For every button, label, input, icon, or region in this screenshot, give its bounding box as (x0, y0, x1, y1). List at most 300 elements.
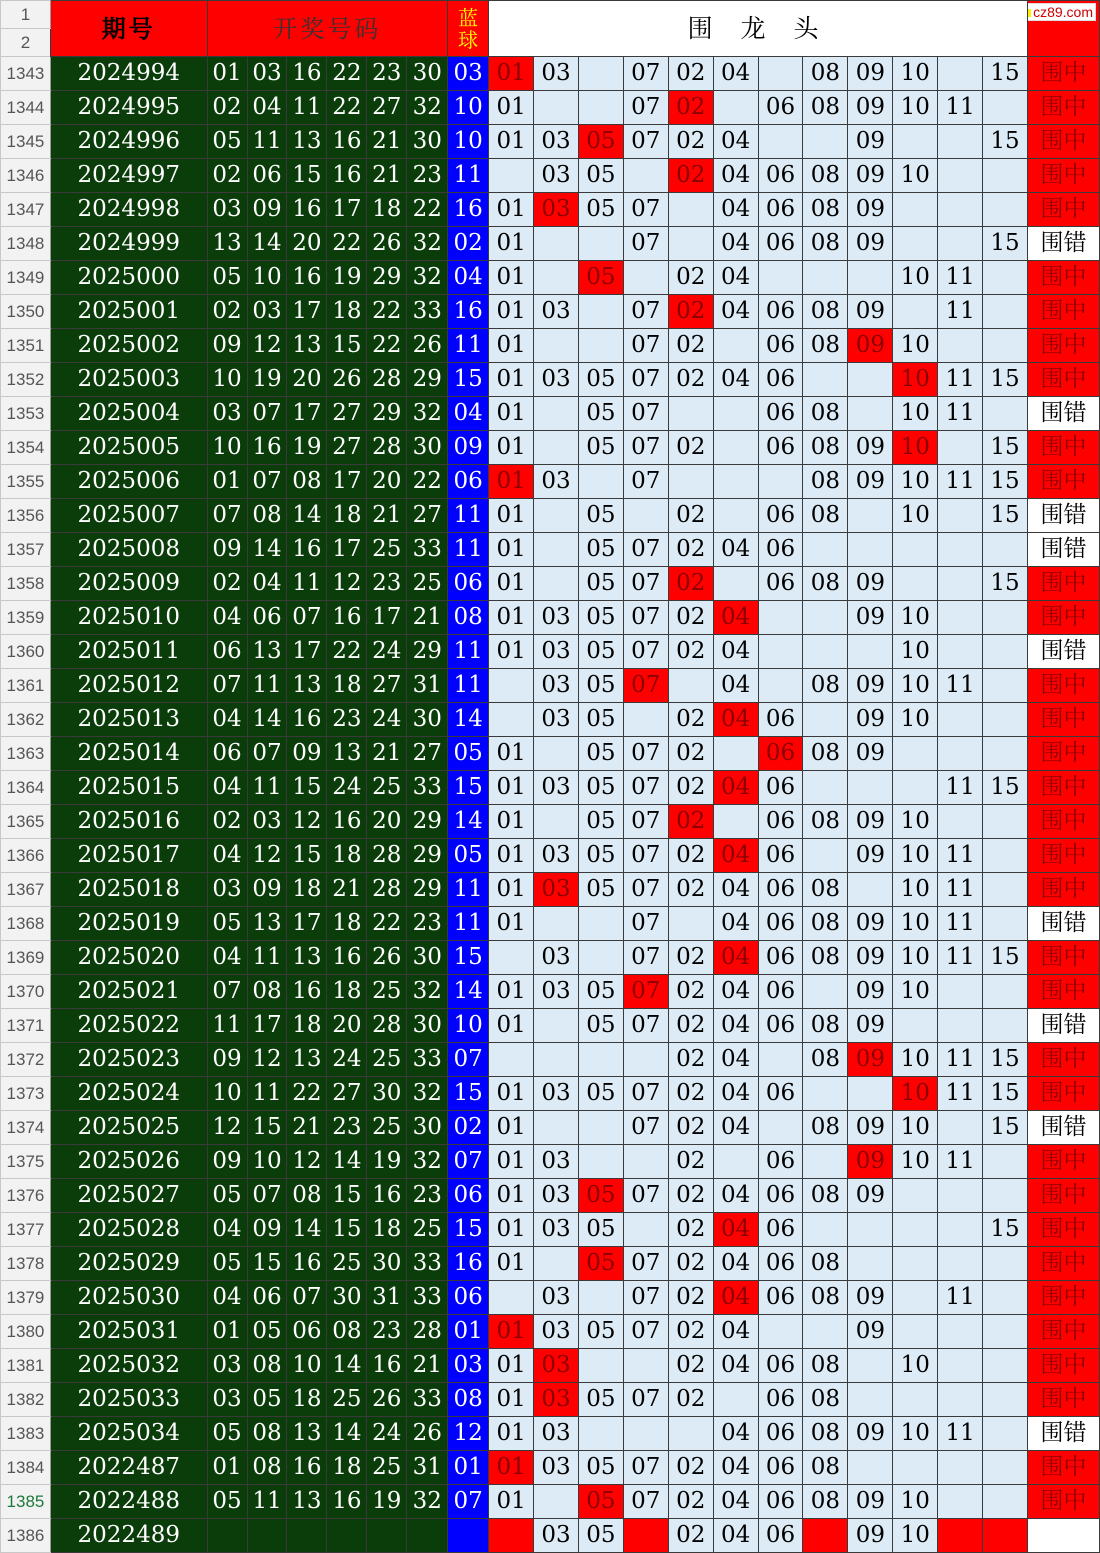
draw-number-cell[interactable]: 23 (327, 1111, 367, 1145)
wei-long-tou-cell[interactable] (938, 499, 983, 533)
wei-long-tou-cell[interactable]: 05 (578, 703, 623, 737)
draw-number-cell[interactable]: 16 (327, 941, 367, 975)
wei-long-tou-cell[interactable]: 10 (893, 635, 938, 669)
wei-long-tou-cell[interactable]: 04 (713, 1043, 758, 1077)
draw-number-cell[interactable]: 32 (407, 397, 448, 431)
period-cell[interactable]: 2025014 (50, 737, 207, 771)
wei-long-tou-cell[interactable]: 01 (489, 57, 534, 91)
wei-long-tou-cell[interactable]: 07 (623, 431, 668, 465)
draw-number-cell[interactable]: 08 (247, 975, 287, 1009)
wei-long-tou-cell[interactable]: 04 (713, 975, 758, 1009)
wei-long-tou-cell[interactable]: 10 (893, 873, 938, 907)
draw-number-cell[interactable]: 29 (407, 363, 448, 397)
draw-number-cell[interactable]: 24 (327, 1043, 367, 1077)
wei-long-tou-cell[interactable] (938, 1213, 983, 1247)
wei-long-tou-cell[interactable] (623, 1519, 668, 1553)
draw-number-cell[interactable]: 30 (407, 1009, 448, 1043)
wei-long-tou-cell[interactable]: 03 (534, 1213, 579, 1247)
row-number[interactable]: 1347 (1, 193, 51, 227)
wei-long-tou-cell[interactable] (758, 635, 803, 669)
wei-long-tou-cell[interactable]: 06 (758, 703, 803, 737)
wei-long-tou-cell[interactable]: 02 (668, 1043, 713, 1077)
draw-number-cell[interactable]: 33 (407, 1383, 448, 1417)
draw-number-cell[interactable]: 32 (407, 975, 448, 1009)
wei-long-tou-cell[interactable]: 03 (534, 1179, 579, 1213)
wei-long-tou-cell[interactable]: 09 (848, 125, 893, 159)
draw-number-cell[interactable]: 17 (287, 295, 327, 329)
wei-long-tou-cell[interactable]: 08 (803, 805, 848, 839)
draw-number-cell[interactable]: 21 (367, 499, 407, 533)
period-cell[interactable]: 2025006 (50, 465, 207, 499)
wei-long-tou-cell[interactable] (803, 1145, 848, 1179)
wei-long-tou-cell[interactable] (578, 227, 623, 261)
result-cell[interactable]: 围中 (1028, 295, 1100, 329)
period-cell[interactable]: 2025031 (50, 1315, 207, 1349)
wei-long-tou-cell[interactable]: 08 (803, 91, 848, 125)
wei-long-tou-cell[interactable] (713, 91, 758, 125)
wei-long-tou-cell[interactable]: 05 (578, 1247, 623, 1281)
wei-long-tou-cell[interactable] (848, 261, 893, 295)
period-cell[interactable]: 2025019 (50, 907, 207, 941)
wei-long-tou-cell[interactable]: 07 (623, 465, 668, 499)
period-cell[interactable]: 2022488 (50, 1485, 207, 1519)
wei-long-tou-cell[interactable]: 04 (713, 159, 758, 193)
period-cell[interactable]: 2025015 (50, 771, 207, 805)
wei-long-tou-cell[interactable]: 08 (803, 1485, 848, 1519)
wei-long-tou-cell[interactable]: 06 (758, 1349, 803, 1383)
row-number[interactable]: 1348 (1, 227, 51, 261)
wei-long-tou-cell[interactable]: 15 (983, 465, 1028, 499)
wei-long-tou-cell[interactable] (983, 159, 1028, 193)
result-cell[interactable]: 围错 (1028, 227, 1100, 261)
draw-number-cell[interactable]: 10 (287, 1349, 327, 1383)
draw-number-cell[interactable]: 32 (407, 91, 448, 125)
wei-long-tou-cell[interactable]: 07 (623, 1281, 668, 1315)
draw-number-cell[interactable] (247, 1519, 287, 1553)
draw-number-cell[interactable]: 30 (367, 1077, 407, 1111)
wei-long-tou-cell[interactable] (983, 1451, 1028, 1485)
wei-long-tou-cell[interactable]: 01 (489, 1179, 534, 1213)
wei-long-tou-cell[interactable]: 07 (623, 295, 668, 329)
result-cell[interactable]: 围中 (1028, 567, 1100, 601)
draw-number-cell[interactable]: 11 (247, 941, 287, 975)
wei-long-tou-cell[interactable]: 08 (803, 1349, 848, 1383)
wei-long-tou-cell[interactable]: 02 (668, 1383, 713, 1417)
wei-long-tou-cell[interactable]: 08 (803, 669, 848, 703)
draw-number-cell[interactable]: 18 (287, 1383, 327, 1417)
wei-long-tou-cell[interactable]: 10 (893, 839, 938, 873)
wei-long-tou-cell[interactable] (893, 1213, 938, 1247)
draw-number-cell[interactable]: 28 (367, 873, 407, 907)
draw-number-cell[interactable]: 14 (247, 533, 287, 567)
wei-long-tou-cell[interactable]: 05 (578, 1383, 623, 1417)
wei-long-tou-cell[interactable]: 03 (534, 159, 579, 193)
wei-long-tou-cell[interactable] (534, 1043, 579, 1077)
wei-long-tou-cell[interactable]: 09 (848, 567, 893, 601)
row-number[interactable]: 1384 (1, 1451, 51, 1485)
wei-long-tou-cell[interactable] (489, 703, 534, 737)
wei-long-tou-cell[interactable]: 07 (623, 601, 668, 635)
wei-long-tou-cell[interactable]: 04 (713, 363, 758, 397)
blue-ball-cell[interactable]: 11 (448, 499, 489, 533)
wei-long-tou-cell[interactable] (713, 465, 758, 499)
wei-long-tou-cell[interactable]: 01 (489, 261, 534, 295)
wei-long-tou-cell[interactable]: 15 (983, 1077, 1028, 1111)
draw-number-cell[interactable]: 21 (407, 601, 448, 635)
result-cell[interactable]: 围中 (1028, 1281, 1100, 1315)
wei-long-tou-cell[interactable]: 05 (578, 397, 623, 431)
wei-long-tou-cell[interactable]: 04 (713, 1281, 758, 1315)
draw-number-cell[interactable]: 18 (327, 295, 367, 329)
wei-long-tou-cell[interactable]: 01 (489, 1349, 534, 1383)
wei-long-tou-cell[interactable]: 09 (848, 1145, 893, 1179)
wei-long-tou-cell[interactable]: 07 (623, 1111, 668, 1145)
wei-long-tou-cell[interactable]: 06 (758, 397, 803, 431)
wei-long-tou-cell[interactable] (668, 397, 713, 431)
draw-number-cell[interactable]: 21 (407, 1349, 448, 1383)
wei-long-tou-cell[interactable] (803, 261, 848, 295)
wei-long-tou-cell[interactable] (758, 1043, 803, 1077)
wei-long-tou-cell[interactable] (938, 329, 983, 363)
blue-ball-cell[interactable]: 11 (448, 873, 489, 907)
wei-long-tou-cell[interactable]: 03 (534, 465, 579, 499)
wei-long-tou-cell[interactable] (938, 1111, 983, 1145)
wei-long-tou-cell[interactable]: 07 (623, 363, 668, 397)
wei-long-tou-cell[interactable] (534, 1009, 579, 1043)
wei-long-tou-cell[interactable]: 15 (983, 57, 1028, 91)
wei-long-tou-cell[interactable]: 07 (623, 567, 668, 601)
wei-long-tou-cell[interactable]: 09 (848, 941, 893, 975)
draw-number-cell[interactable]: 10 (207, 431, 247, 465)
draw-number-cell[interactable]: 13 (247, 907, 287, 941)
result-cell[interactable]: 围中 (1028, 125, 1100, 159)
draw-number-cell[interactable]: 02 (207, 159, 247, 193)
wei-long-tou-cell[interactable]: 09 (848, 703, 893, 737)
draw-number-cell[interactable]: 08 (287, 1179, 327, 1213)
draw-number-cell[interactable]: 23 (407, 1179, 448, 1213)
wei-long-tou-cell[interactable]: 04 (713, 1247, 758, 1281)
blue-ball-cell[interactable]: 02 (448, 227, 489, 261)
draw-number-cell[interactable]: 16 (327, 805, 367, 839)
draw-number-cell[interactable]: 16 (287, 193, 327, 227)
wei-long-tou-cell[interactable]: 01 (489, 1213, 534, 1247)
wei-long-tou-cell[interactable]: 03 (534, 1281, 579, 1315)
wei-long-tou-cell[interactable]: 11 (938, 1281, 983, 1315)
wei-long-tou-cell[interactable] (489, 669, 534, 703)
wei-long-tou-cell[interactable]: 04 (713, 635, 758, 669)
wei-long-tou-cell[interactable]: 06 (758, 1077, 803, 1111)
wei-long-tou-cell[interactable]: 06 (758, 567, 803, 601)
blue-ball-cell[interactable]: 06 (448, 1281, 489, 1315)
draw-number-cell[interactable]: 07 (287, 1281, 327, 1315)
wei-long-tou-cell[interactable]: 04 (713, 1417, 758, 1451)
wei-long-tou-cell[interactable]: 01 (489, 295, 534, 329)
wei-long-tou-cell[interactable]: 09 (848, 329, 893, 363)
wei-long-tou-cell[interactable] (983, 397, 1028, 431)
draw-number-cell[interactable]: 32 (407, 1077, 448, 1111)
wei-long-tou-cell[interactable] (848, 499, 893, 533)
wei-long-tou-cell[interactable]: 08 (803, 295, 848, 329)
wei-long-tou-cell[interactable]: 08 (803, 465, 848, 499)
draw-number-cell[interactable]: 09 (247, 193, 287, 227)
wei-long-tou-cell[interactable] (803, 1315, 848, 1349)
draw-number-cell[interactable] (407, 1519, 448, 1553)
draw-number-cell[interactable]: 32 (407, 1485, 448, 1519)
wei-long-tou-cell[interactable]: 03 (534, 295, 579, 329)
wei-long-tou-cell[interactable] (803, 125, 848, 159)
draw-number-cell[interactable]: 05 (207, 907, 247, 941)
wei-long-tou-cell[interactable] (983, 295, 1028, 329)
draw-number-cell[interactable]: 17 (367, 601, 407, 635)
wei-long-tou-cell[interactable]: 08 (803, 1383, 848, 1417)
wei-long-tou-cell[interactable] (848, 533, 893, 567)
wei-long-tou-cell[interactable]: 02 (668, 1451, 713, 1485)
result-cell[interactable]: 围中 (1028, 669, 1100, 703)
draw-number-cell[interactable]: 04 (207, 703, 247, 737)
result-cell[interactable]: 围中 (1028, 1383, 1100, 1417)
period-cell[interactable]: 2024999 (50, 227, 207, 261)
wei-long-tou-cell[interactable] (758, 601, 803, 635)
wei-long-tou-cell[interactable]: 11 (938, 397, 983, 431)
wei-long-tou-cell[interactable]: 01 (489, 1451, 534, 1485)
wei-long-tou-cell[interactable]: 06 (758, 1213, 803, 1247)
wei-long-tou-cell[interactable]: 11 (938, 91, 983, 125)
draw-number-cell[interactable]: 16 (287, 57, 327, 91)
draw-number-cell[interactable]: 25 (367, 1111, 407, 1145)
period-cell[interactable]: 2025032 (50, 1349, 207, 1383)
wei-long-tou-cell[interactable]: 02 (668, 91, 713, 125)
wei-long-tou-cell[interactable] (848, 873, 893, 907)
wei-long-tou-cell[interactable]: 05 (578, 1009, 623, 1043)
wei-long-tou-cell[interactable] (758, 669, 803, 703)
draw-number-cell[interactable]: 16 (327, 159, 367, 193)
draw-number-cell[interactable]: 25 (367, 1451, 407, 1485)
wei-long-tou-cell[interactable] (983, 1145, 1028, 1179)
wei-long-tou-cell[interactable]: 01 (489, 975, 534, 1009)
wei-long-tou-cell[interactable]: 04 (713, 1349, 758, 1383)
wei-long-tou-cell[interactable]: 05 (578, 873, 623, 907)
wei-long-tou-cell[interactable] (623, 1213, 668, 1247)
result-cell[interactable]: 围中 (1028, 1315, 1100, 1349)
wei-long-tou-cell[interactable]: 02 (668, 975, 713, 1009)
wei-long-tou-cell[interactable]: 05 (578, 1179, 623, 1213)
wei-long-tou-cell[interactable]: 08 (803, 1179, 848, 1213)
wei-long-tou-cell[interactable] (938, 1179, 983, 1213)
result-cell[interactable]: 围中 (1028, 1451, 1100, 1485)
wei-long-tou-cell[interactable] (623, 499, 668, 533)
draw-number-cell[interactable]: 23 (367, 1315, 407, 1349)
wei-long-tou-cell[interactable]: 03 (534, 1077, 579, 1111)
blue-ball-cell[interactable]: 15 (448, 1213, 489, 1247)
draw-number-cell[interactable]: 11 (247, 1077, 287, 1111)
wei-long-tou-cell[interactable]: 04 (713, 1009, 758, 1043)
wei-long-tou-cell[interactable] (534, 1111, 579, 1145)
draw-number-cell[interactable]: 21 (367, 125, 407, 159)
wei-long-tou-cell[interactable]: 02 (668, 771, 713, 805)
wei-long-tou-cell[interactable]: 10 (893, 91, 938, 125)
draw-number-cell[interactable]: 22 (327, 57, 367, 91)
wei-long-tou-cell[interactable]: 10 (893, 363, 938, 397)
wei-long-tou-cell[interactable]: 08 (803, 567, 848, 601)
wei-long-tou-cell[interactable]: 06 (758, 1281, 803, 1315)
wei-long-tou-cell[interactable]: 07 (623, 635, 668, 669)
period-cell[interactable]: 2025003 (50, 363, 207, 397)
draw-number-cell[interactable]: 19 (327, 261, 367, 295)
draw-number-cell[interactable]: 07 (247, 465, 287, 499)
wei-long-tou-cell[interactable]: 06 (758, 1145, 803, 1179)
result-cell[interactable]: 围错 (1028, 533, 1100, 567)
row-number[interactable]: 1374 (1, 1111, 51, 1145)
blue-ball-cell[interactable]: 16 (448, 295, 489, 329)
wei-long-tou-cell[interactable]: 07 (623, 397, 668, 431)
draw-number-cell[interactable]: 33 (407, 1043, 448, 1077)
draw-number-cell[interactable]: 09 (247, 873, 287, 907)
wei-long-tou-cell[interactable]: 08 (803, 1111, 848, 1145)
draw-number-cell[interactable]: 13 (287, 125, 327, 159)
draw-number-cell[interactable]: 10 (247, 1145, 287, 1179)
draw-number-cell[interactable]: 13 (287, 941, 327, 975)
period-cell[interactable]: 2025028 (50, 1213, 207, 1247)
wei-long-tou-cell[interactable] (893, 1281, 938, 1315)
draw-number-cell[interactable]: 16 (287, 975, 327, 1009)
draw-number-cell[interactable]: 04 (207, 1281, 247, 1315)
blue-ball-cell[interactable]: 14 (448, 805, 489, 839)
wei-long-tou-cell[interactable] (758, 1111, 803, 1145)
result-cell[interactable]: 围错 (1028, 907, 1100, 941)
draw-number-cell[interactable]: 11 (287, 567, 327, 601)
wei-long-tou-cell[interactable] (848, 363, 893, 397)
wei-long-tou-cell[interactable] (758, 57, 803, 91)
row-number[interactable]: 1350 (1, 295, 51, 329)
wei-long-tou-cell[interactable] (983, 907, 1028, 941)
wei-long-tou-cell[interactable]: 11 (938, 1043, 983, 1077)
row-number[interactable]: 1368 (1, 907, 51, 941)
draw-number-cell[interactable]: 32 (407, 227, 448, 261)
blue-ball-cell[interactable]: 10 (448, 91, 489, 125)
draw-number-cell[interactable]: 30 (407, 941, 448, 975)
wei-long-tou-cell[interactable] (578, 465, 623, 499)
wei-long-tou-cell[interactable]: 03 (534, 363, 579, 397)
draw-number-cell[interactable]: 15 (247, 1111, 287, 1145)
period-cell[interactable]: 2025007 (50, 499, 207, 533)
wei-long-tou-cell[interactable]: 05 (578, 805, 623, 839)
draw-number-cell[interactable]: 09 (247, 1213, 287, 1247)
draw-number-cell[interactable]: 15 (327, 1179, 367, 1213)
row-number[interactable]: 1352 (1, 363, 51, 397)
wei-long-tou-cell[interactable] (578, 1043, 623, 1077)
blue-ball-cell[interactable]: 06 (448, 567, 489, 601)
wei-long-tou-cell[interactable] (713, 431, 758, 465)
draw-number-cell[interactable]: 08 (287, 465, 327, 499)
row-number[interactable]: 1375 (1, 1145, 51, 1179)
row-number[interactable]: 1371 (1, 1009, 51, 1043)
draw-number-cell[interactable]: 03 (247, 295, 287, 329)
draw-number-cell[interactable]: 18 (327, 907, 367, 941)
wei-long-tou-cell[interactable]: 09 (848, 1519, 893, 1553)
wei-long-tou-cell[interactable]: 04 (713, 941, 758, 975)
wei-long-tou-cell[interactable]: 01 (489, 907, 534, 941)
draw-number-cell[interactable]: 24 (367, 703, 407, 737)
wei-long-tou-cell[interactable]: 02 (668, 1213, 713, 1247)
wei-long-tou-cell[interactable] (534, 567, 579, 601)
period-cell[interactable]: 2025024 (50, 1077, 207, 1111)
draw-number-cell[interactable]: 14 (327, 1145, 367, 1179)
wei-long-tou-cell[interactable] (938, 975, 983, 1009)
wei-long-tou-cell[interactable]: 10 (893, 465, 938, 499)
draw-number-cell[interactable]: 27 (327, 431, 367, 465)
wei-long-tou-cell[interactable]: 07 (623, 873, 668, 907)
wei-long-tou-cell[interactable]: 06 (758, 1247, 803, 1281)
wei-long-tou-cell[interactable] (534, 737, 579, 771)
period-cell[interactable]: 2025012 (50, 669, 207, 703)
period-cell[interactable]: 2025020 (50, 941, 207, 975)
wei-long-tou-cell[interactable]: 08 (803, 193, 848, 227)
wei-long-tou-cell[interactable]: 02 (668, 873, 713, 907)
period-cell[interactable]: 2025021 (50, 975, 207, 1009)
result-cell[interactable]: 围中 (1028, 193, 1100, 227)
wei-long-tou-cell[interactable] (578, 91, 623, 125)
draw-number-cell[interactable]: 14 (287, 499, 327, 533)
draw-number-cell[interactable] (327, 1519, 367, 1553)
draw-number-cell[interactable]: 15 (287, 839, 327, 873)
wei-long-tou-cell[interactable]: 08 (803, 431, 848, 465)
wei-long-tou-cell[interactable] (803, 635, 848, 669)
draw-number-cell[interactable]: 27 (407, 499, 448, 533)
wei-long-tou-cell[interactable] (623, 1417, 668, 1451)
wei-long-tou-cell[interactable] (668, 907, 713, 941)
wei-long-tou-cell[interactable]: 02 (668, 839, 713, 873)
draw-number-cell[interactable]: 26 (367, 1383, 407, 1417)
wei-long-tou-cell[interactable]: 11 (938, 1145, 983, 1179)
draw-number-cell[interactable]: 22 (327, 227, 367, 261)
draw-number-cell[interactable]: 29 (367, 261, 407, 295)
draw-number-cell[interactable]: 17 (327, 193, 367, 227)
draw-number-cell[interactable]: 16 (287, 703, 327, 737)
wei-long-tou-cell[interactable]: 02 (668, 1009, 713, 1043)
wei-long-tou-cell[interactable] (758, 1315, 803, 1349)
wei-long-tou-cell[interactable] (803, 601, 848, 635)
wei-long-tou-cell[interactable] (623, 703, 668, 737)
wei-long-tou-cell[interactable]: 09 (848, 1111, 893, 1145)
wei-long-tou-cell[interactable]: 03 (534, 635, 579, 669)
wei-long-tou-cell[interactable]: 01 (489, 363, 534, 397)
wei-long-tou-cell[interactable]: 09 (848, 1485, 893, 1519)
draw-number-cell[interactable]: 07 (207, 499, 247, 533)
blue-ball-cell[interactable]: 10 (448, 1009, 489, 1043)
wei-long-tou-cell[interactable]: 05 (578, 771, 623, 805)
wei-long-tou-cell[interactable]: 02 (668, 159, 713, 193)
draw-number-cell[interactable]: 07 (287, 601, 327, 635)
wei-long-tou-cell[interactable]: 08 (803, 57, 848, 91)
wei-long-tou-cell[interactable]: 01 (489, 193, 534, 227)
draw-number-cell[interactable] (207, 1519, 247, 1553)
wei-long-tou-cell[interactable] (803, 703, 848, 737)
wei-long-tou-cell[interactable]: 07 (623, 907, 668, 941)
wei-long-tou-cell[interactable]: 02 (668, 1247, 713, 1281)
wei-long-tou-cell[interactable] (893, 533, 938, 567)
wei-long-tou-cell[interactable] (489, 159, 534, 193)
row-number[interactable]: 1361 (1, 669, 51, 703)
wei-long-tou-cell[interactable]: 08 (803, 1417, 848, 1451)
blue-ball-cell[interactable]: 07 (448, 1043, 489, 1077)
wei-long-tou-cell[interactable]: 10 (893, 397, 938, 431)
wei-long-tou-cell[interactable]: 06 (758, 873, 803, 907)
wei-long-tou-cell[interactable] (983, 261, 1028, 295)
period-cell[interactable]: 2022489 (50, 1519, 207, 1553)
draw-number-cell[interactable]: 06 (207, 737, 247, 771)
period-cell[interactable]: 2025008 (50, 533, 207, 567)
draw-number-cell[interactable]: 08 (247, 1417, 287, 1451)
